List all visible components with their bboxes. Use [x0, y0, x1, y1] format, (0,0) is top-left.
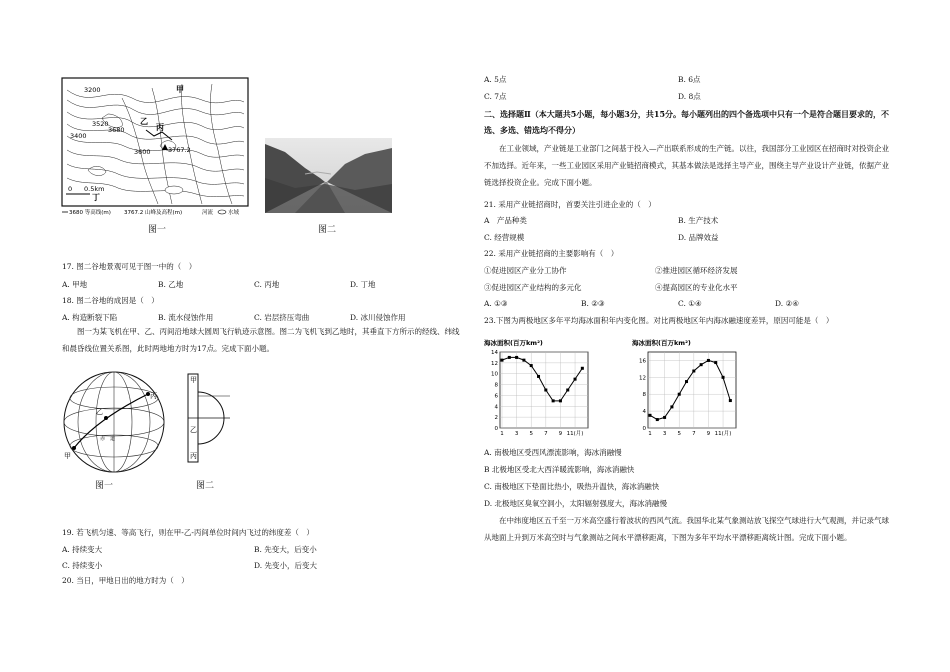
globe-equator: 赤 道: [100, 436, 116, 442]
flight-intro: 图一为某飞机在甲、乙、丙间沿地球大圆周飞行轨迹示意图。图二为飞机飞到乙地时，其垂直下方所示的经线、纬线和晨昏线位置关系图，此时两地地方时为17点。完成下面小题。: [62, 327, 460, 353]
arctic-sea-ice-chart: [484, 336, 594, 440]
y-tick-label: 14: [491, 350, 498, 356]
label-jia: 甲: [176, 85, 184, 94]
q18-stem: 18. 图二谷地的成因是（ ）: [62, 296, 159, 305]
q22-statement-3: ③促进园区产业结构的多元化: [484, 283, 582, 292]
y-tick-label: 12: [639, 375, 646, 382]
q22-statement-4: ④提高园区的专业化水平: [655, 283, 738, 292]
elev-3600: 3600: [134, 148, 151, 156]
q21-option-d[interactable]: D. 品牌效益: [678, 233, 719, 242]
x-tick-label: 7: [692, 431, 696, 437]
y-tick-label: 12: [491, 360, 498, 367]
y-tick-label: 2: [494, 415, 498, 422]
x-tick-label: 11(月): [714, 431, 732, 437]
x-tick-label: 1: [648, 431, 652, 437]
photo-caption: 图二: [318, 225, 337, 235]
section-2-heading: 二、选择题Ⅱ（本大题共5小题，每小题3分，共15分。每小题列出的四个备选项中只有一个是符合题目要求的，不选、多选、错选均不得分）: [484, 109, 890, 135]
y-tick-label: 16: [639, 358, 646, 365]
antarctic-sea-ice-chart: [632, 336, 742, 440]
data-point: [700, 363, 703, 366]
q20-option-d[interactable]: D. 8点: [678, 92, 701, 101]
y-tick-label: 6: [494, 393, 498, 400]
q19-option-c[interactable]: C. 持续变小: [62, 561, 103, 570]
q21-option-c[interactable]: C. 经营规模: [484, 233, 525, 242]
data-point: [670, 405, 673, 408]
elev-3680: 3680: [108, 126, 125, 134]
q20-option-b[interactable]: B. 6点: [678, 75, 701, 84]
data-point: [566, 389, 569, 392]
data-point: [649, 414, 652, 417]
globe-caption: 图一: [95, 481, 114, 491]
legend-contour: 3680 等高线(m): [69, 210, 111, 216]
globe-figure: [60, 368, 168, 476]
y-tick-label: 4: [494, 404, 498, 411]
y-tick-label: 0: [494, 426, 498, 432]
plot-frame: [500, 352, 588, 428]
q23-option-b[interactable]: B 北极地区受北大西洋暖流影响，海冰消融快: [484, 465, 635, 474]
industry-intro: 在工业领域，产业链是工业部门之间基于投入—产出联系形成的生产链。以往，我国部分工业园区在招商时对投资企业不加选择。近年来，一些工业园区采用产业链招商模式，其基本做法是选择主导产业，围绕主导产业设计产业链，依据产业链选择投资企业。完成下面小题。: [484, 144, 889, 187]
q23-option-c[interactable]: C. 南极地区下垫面比热小，吸热升温快，海冰消融快: [484, 482, 660, 491]
data-point: [537, 375, 540, 378]
q17-option-b[interactable]: B. 乙地: [158, 280, 184, 289]
scale-zero: 0: [68, 185, 73, 193]
label-ding: 丁: [92, 193, 100, 202]
x-tick-label: 7: [544, 431, 548, 437]
data-point: [515, 356, 518, 359]
chart-title: 海冰面积(百万km²): [484, 339, 543, 347]
q20-stem: 20. 当日，甲地日出的地方时为（ ）: [62, 576, 189, 585]
q21-stem: 21. 采用产业链招商时，首要关注引进企业的（ ）: [484, 200, 656, 209]
data-point: [522, 359, 525, 362]
data-point: [722, 376, 725, 379]
x-tick-label: 9: [706, 431, 711, 437]
fig2-label-jia: 甲: [190, 376, 197, 384]
scale-label: 0.5km: [84, 185, 105, 193]
label-yi: 乙: [140, 117, 148, 126]
x-tick-label: 9: [558, 431, 563, 437]
data-point: [729, 399, 732, 402]
q22-statement-2: ②推进园区循环经济发展: [655, 266, 738, 275]
q21-option-b[interactable]: B. 生产技术: [678, 216, 719, 225]
legend-water: 水域: [228, 210, 240, 216]
q18-option-b[interactable]: B. 流水侵蚀作用: [158, 313, 214, 322]
q17-option-d[interactable]: D. 丁地: [350, 280, 376, 289]
topographic-map: [62, 78, 248, 218]
data-point: [714, 361, 717, 364]
x-tick-label: 5: [677, 431, 681, 437]
q20-option-c[interactable]: C. 7点: [484, 92, 507, 101]
y-tick-label: 4: [642, 409, 646, 416]
q17-stem: 17. 图二谷地景观可见于图一中的（ ）: [62, 262, 197, 271]
chart-title: 海冰面积(百万km²): [632, 339, 691, 347]
globe-label-jia: 甲: [64, 452, 71, 460]
data-point: [544, 389, 547, 392]
q22-option-d[interactable]: D. ②④: [775, 299, 799, 308]
x-tick-label: 5: [529, 431, 533, 437]
y-tick-label: 8: [494, 382, 498, 389]
q21-option-a[interactable]: A 产品种类: [484, 216, 527, 225]
x-tick-label: 1: [500, 431, 504, 437]
q22-option-c[interactable]: C. ①④: [678, 299, 702, 308]
data-point: [508, 356, 511, 359]
q22-option-a[interactable]: A. ①③: [484, 299, 508, 308]
q17-option-c[interactable]: C. 丙地: [254, 280, 280, 289]
y-tick-label: 10: [491, 371, 498, 378]
q22-option-b[interactable]: B. ②③: [581, 299, 605, 308]
q22-statement-1: ①促进园区产业分工协作: [484, 266, 567, 275]
data-point: [678, 393, 681, 396]
x-tick-label: 11(月): [566, 431, 584, 437]
legend-river: 河流: [202, 210, 214, 216]
q23-stem: 23.下图为两极地区多年平均海冰面积年内变化图。对比两极地区年内海冰融速度差异，原因可能是（ ）: [484, 316, 834, 325]
x-tick-label: 3: [514, 431, 519, 437]
plot-frame: [648, 352, 736, 428]
terminator-figure: [186, 370, 232, 466]
data-point: [574, 378, 577, 381]
fig2-caption: 图二: [196, 481, 215, 491]
data-point: [692, 370, 695, 373]
data-point: [656, 418, 659, 421]
data-point: [552, 399, 555, 402]
data-point: [663, 416, 666, 419]
q23-option-a[interactable]: A. 南极地区受西风漂流影响，海冰消融慢: [484, 448, 622, 457]
map-caption: 图一: [148, 225, 167, 235]
globe-label-yi: 乙: [96, 408, 103, 416]
elev-3200: 3200: [84, 86, 101, 94]
data-point: [685, 380, 688, 383]
data-point: [707, 359, 710, 362]
q19-option-b[interactable]: B. 先变大，后变小: [254, 545, 317, 554]
label-bing: 丙: [156, 123, 164, 132]
q19-stem: 19. 若飞机匀速、等高飞行，则在甲-乙-丙间单位时间内飞过的纬度差（ ）: [62, 528, 314, 537]
elev-3520: 3520: [92, 120, 109, 128]
q19-option-d[interactable]: D. 先变小，后变大: [254, 561, 318, 570]
q23-option-d[interactable]: D. 北极地区臭氧空洞小，太阳辐射强度大，海冰消融慢: [484, 499, 668, 508]
q18-option-a[interactable]: A. 构造断裂下陷: [62, 313, 118, 322]
q17-option-a[interactable]: A. 甲地: [62, 280, 88, 289]
q18-option-d[interactable]: D. 冰川侵蚀作用: [350, 313, 406, 322]
data-point: [581, 367, 584, 370]
y-tick-label: 8: [642, 392, 646, 399]
data-point: [559, 399, 562, 402]
q19-option-a[interactable]: A. 持续变大: [62, 545, 103, 554]
elev-3767: 3767.2: [168, 146, 191, 154]
balloon-intro: 在中纬度地区五千至一万米高空盛行着波状的西风气流。我国华北某气象测站放飞探空气球进行大气观测，并记录气球从地面上升到万米高空时与气象测站之间水平漂移距离，下图为多年平均水平漂移距离统计图。完成下面小题。: [484, 516, 889, 542]
elev-3400: 3400: [70, 132, 87, 140]
y-tick-label: 0: [642, 426, 646, 432]
data-point: [501, 359, 504, 362]
fig2-label-bing: 丙: [190, 452, 197, 460]
globe-label-bing: 丙: [150, 392, 157, 400]
x-tick-label: 3: [662, 431, 667, 437]
q22-stem: 22. 采用产业链招商的主要影响有（ ）: [484, 249, 619, 258]
q20-option-a[interactable]: A. 5点: [484, 75, 507, 84]
data-point: [530, 364, 533, 367]
legend-peak: 3767.2 山峰及高程(m): [124, 210, 183, 216]
q18-option-c[interactable]: C. 岩层挤压弯曲: [254, 313, 310, 322]
valley-photo: [265, 138, 392, 213]
fig2-label-yi: 乙: [190, 426, 197, 434]
